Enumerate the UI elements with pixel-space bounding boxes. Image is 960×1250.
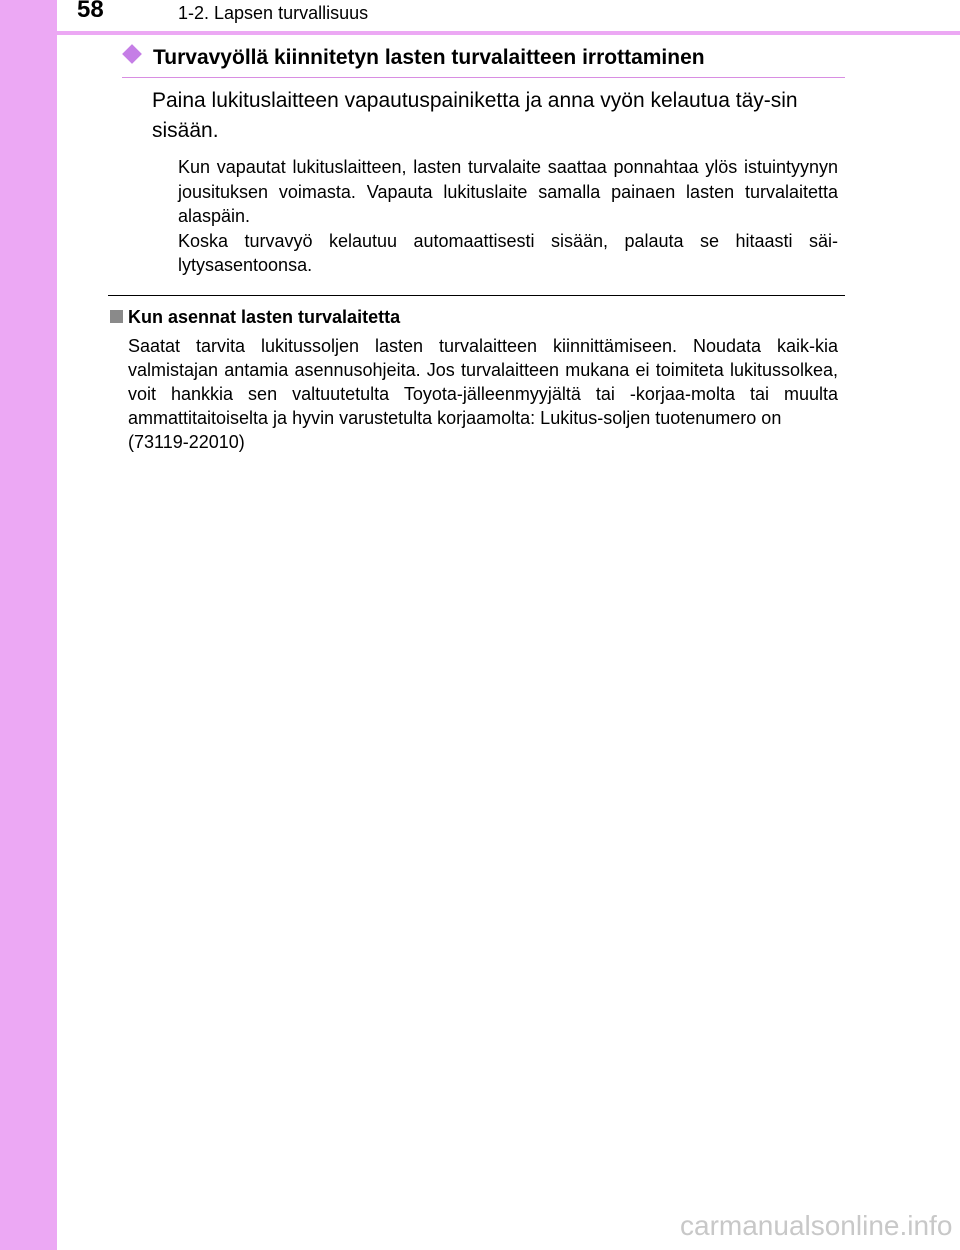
running-head: 1-2. Lapsen turvallisuus [178, 3, 369, 23]
info-body-line: Saatat tarvita lukitussoljen lasten turvalaitteen kiinnittämiseen. Noudata kaik-kia valmistajan antamia asennusohjeita. Jos turvalaitteen mukana ei toimiteta lukitussolkea, voit hankkia sen valtuutetulta Toyota-jälleenmyyjältä tai -korjaa-molta tai muulta ammattitaitoiselta ja hyvin varustetulta korjaamolta: Lukitus-soljen tuotenumero on [128, 336, 838, 428]
step-instruction: Paina lukituslaitteen vapautuspainiketta ja anna vyön kelautua täy-sin sisään. [152, 89, 798, 142]
note-line: Koska turvavyö kelautuu automaattisesti sisään, palauta se hitaasti säi-lytysasentoonsa. [178, 230, 838, 275]
diamond-bullet-icon [122, 44, 142, 64]
info-heading [110, 305, 400, 329]
info-body-line: (73119-22010) [128, 432, 245, 452]
step-note [178, 155, 838, 278]
note-line: Kun vapautat lukituslaitteen, lasten turvalaite saattaa ponnahtaa ylös istuintyynyn jousituksen voimasta. Vapauta lukituslaite samalla painaen lasten turvalaitetta alaspäin. [178, 157, 838, 226]
section-divider [108, 295, 845, 296]
watermark: carmanualsonline.info [680, 1210, 953, 1241]
info-body [128, 334, 838, 454]
page-number: 58 [77, 0, 104, 23]
info-heading-text: Kun asennat lasten turvalaitetta [128, 307, 401, 327]
square-bullet-icon [110, 310, 123, 323]
section-heading [122, 44, 845, 78]
section-title: Turvavyöllä kiinnitetyn lasten turvalaitteen irrottaminen [153, 46, 705, 69]
page-sidebar [0, 0, 57, 1250]
header-rule [0, 31, 960, 35]
